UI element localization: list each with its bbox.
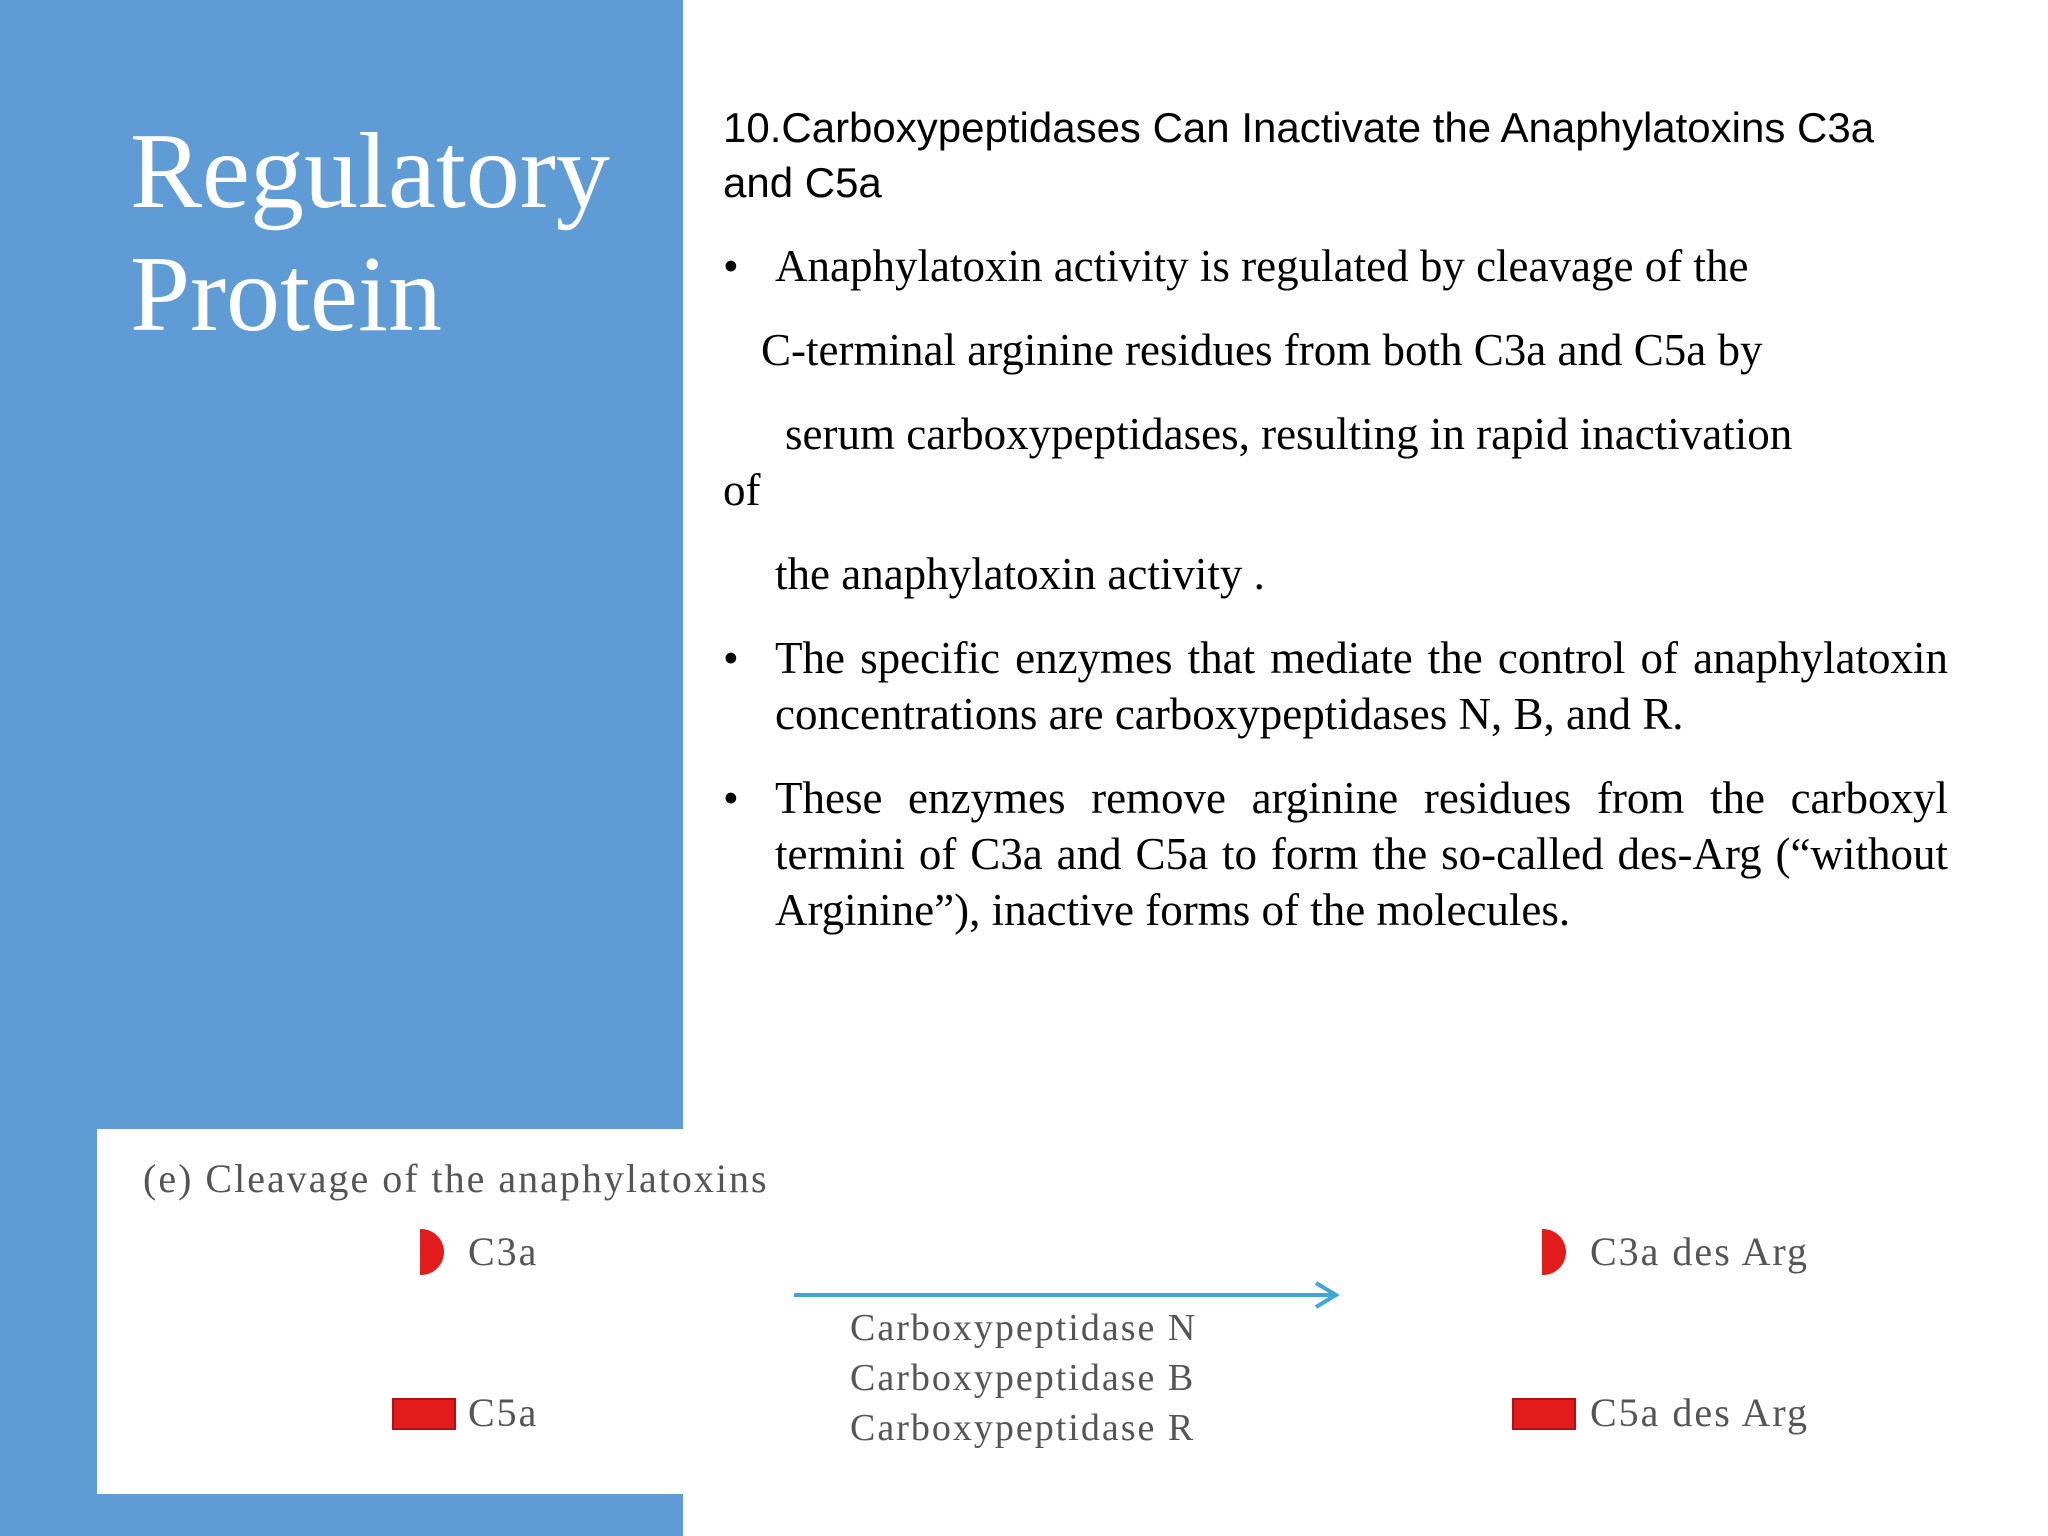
bullet-line: of bbox=[723, 465, 761, 515]
bullet-list bbox=[723, 238, 1948, 938]
slide-heading: 10.Carboxypeptidases Can Inactivate the Anaphylatoxins C3a and C5a bbox=[723, 104, 1875, 206]
bullet-dot-icon: • bbox=[723, 633, 739, 683]
bullet-item bbox=[723, 770, 1948, 938]
bullet-line: Anaphylatoxin activity is regulated by cleavage of the bbox=[775, 241, 1749, 291]
enzyme-label-b: Carboxypeptidase B bbox=[850, 1357, 1196, 1399]
bullet-line: C-terminal arginine residues from both C3a and C5a by bbox=[761, 325, 1763, 375]
bullet-line: serum carboxypeptidases, resulting in rapid inactivation bbox=[785, 409, 1793, 459]
c3a-label: C3a bbox=[468, 1229, 539, 1274]
enzyme-label-n: Carboxypeptidase N bbox=[850, 1307, 1198, 1349]
c5a-rectangle-icon bbox=[392, 1398, 456, 1430]
slide-title: Regulatory Protein bbox=[130, 112, 610, 354]
bullet-line: the anaphylatoxin activity . bbox=[775, 549, 1265, 599]
content-area bbox=[723, 100, 1948, 966]
c5a-des-arg-label: C5a des Arg bbox=[1590, 1390, 1810, 1435]
figure-title: (e) Cleavage of the anaphylatoxins bbox=[143, 1156, 769, 1201]
enzyme-label-r: Carboxypeptidase R bbox=[850, 1407, 1196, 1449]
c5a-des-arg-rectangle-icon bbox=[1512, 1398, 1576, 1430]
bullet-dot-icon: • bbox=[723, 241, 739, 291]
bullet-item bbox=[723, 630, 1948, 742]
bullet-item bbox=[723, 238, 1948, 602]
c5a-label: C5a bbox=[468, 1390, 539, 1435]
bullet-text: The specific enzymes that mediate the control of anaphylatoxin concentrations are carboxypeptidases N, B, and R. bbox=[775, 633, 1948, 739]
bullet-text: These enzymes remove arginine residues from the carboxyl termini of C3a and C5a to form the so-called des-Arg (“without Arginine”), inactive forms of the molecules. bbox=[775, 773, 1948, 935]
bullet-dot-icon: • bbox=[723, 773, 739, 823]
c3a-des-arg-label: C3a des Arg bbox=[1590, 1229, 1810, 1274]
